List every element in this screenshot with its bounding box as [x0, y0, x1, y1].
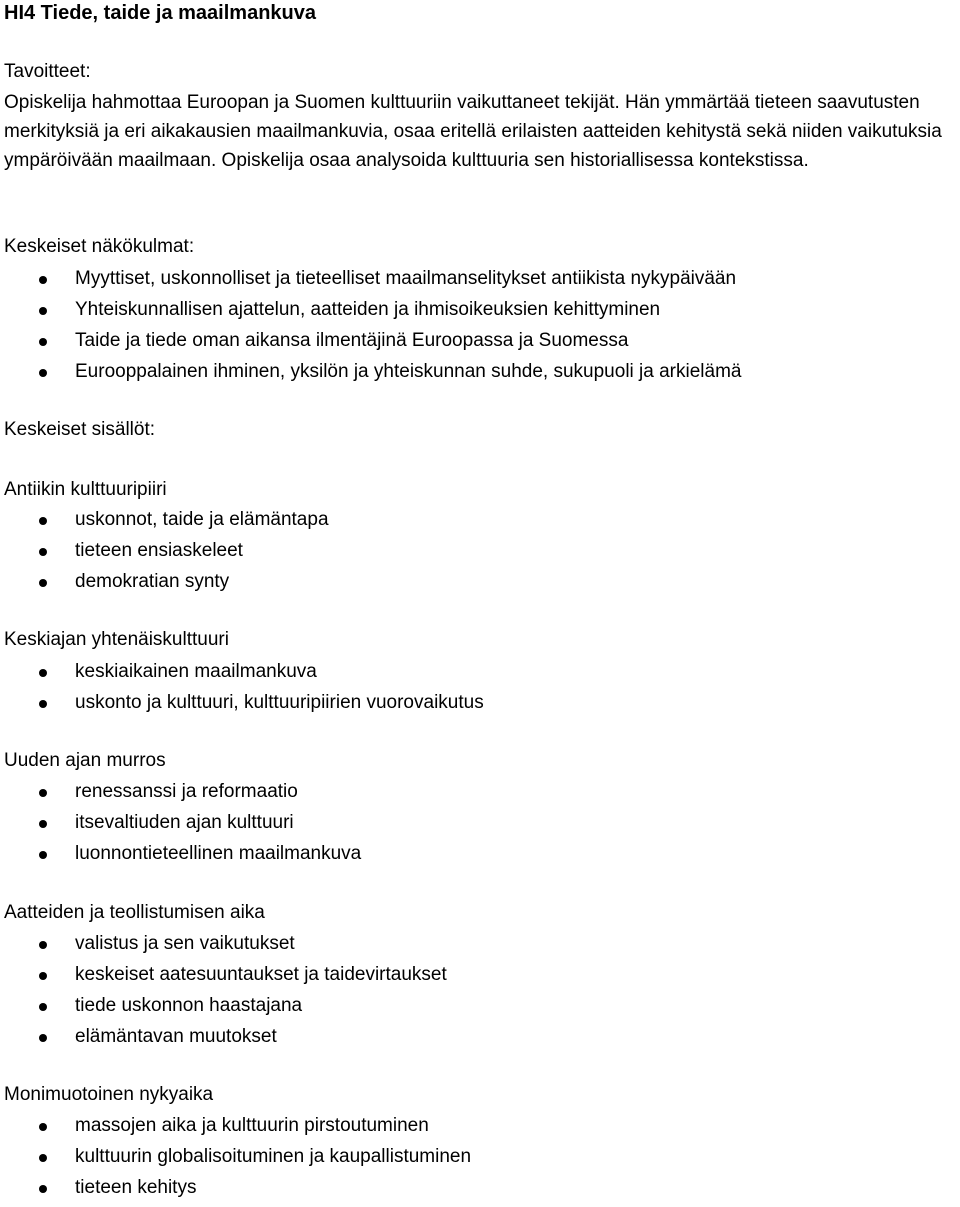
- bullet-icon: [39, 941, 47, 949]
- section-list-modern-era: [4, 780, 361, 873]
- objectives-text-b: Opiskelija osaa analysoida kulttuuria sen historiallisessa kontekstissa.: [216, 150, 809, 171]
- list-item: Yhteiskunnallisen ajattelun, aatteiden ja ihmisoikeuksien kehittyminen: [4, 298, 741, 329]
- list-item: demokratian synty: [4, 570, 329, 601]
- section-list-ideologies: [4, 932, 447, 1056]
- list-item: keskeiset aatesuuntaukset ja taidevirtaukset: [4, 963, 447, 994]
- section-list-antiquity: [4, 508, 329, 601]
- section-title-contemporary: Monimuotoinen nykyaika: [4, 1084, 214, 1105]
- perspectives-list: [4, 267, 741, 391]
- list-item: tiede uskonnon haastajana: [4, 994, 447, 1025]
- bullet-icon: [39, 369, 47, 377]
- section-title-ideologies: Aatteiden ja teollistumisen aika: [4, 902, 265, 923]
- section-title-modern-era: Uuden ajan murros: [4, 750, 166, 771]
- perspectives-heading: Keskeiset näkökulmat:: [4, 236, 195, 257]
- bullet-icon: [39, 700, 47, 708]
- bullet-icon: [39, 1154, 47, 1162]
- list-item: elämäntavan muutokset: [4, 1025, 447, 1056]
- list-item: Eurooppalainen ihminen, yksilön ja yhteiskunnan suhde, sukupuoli ja arkielämä: [4, 360, 741, 391]
- list-item: valistus ja sen vaikutukset: [4, 932, 447, 963]
- list-item: massojen aika ja kulttuurin pirstoutuminen: [4, 1114, 471, 1145]
- bullet-icon: [39, 1123, 47, 1131]
- bullet-icon: [39, 307, 47, 315]
- objectives-label: Tavoitteet:: [4, 61, 91, 82]
- bullet-icon: [39, 1034, 47, 1042]
- section-list-middle-ages: [4, 660, 484, 722]
- list-item: luonnontieteellinen maailmankuva: [4, 842, 361, 873]
- bullet-icon: [39, 579, 47, 587]
- bullet-icon: [39, 851, 47, 859]
- list-item: Taide ja tiede oman aikansa ilmentäjinä Euroopassa ja Suomessa: [4, 329, 741, 360]
- list-item: tieteen kehitys: [4, 1176, 471, 1207]
- objectives-text-a: Opiskelija hahmottaa Euroopan ja Suomen kulttuuriin vaikuttaneet tekijät. Hän ymmärtää tieteen saavutusten merkityksiä ja eri aikakausien maailmankuvia, osaa eritellä erilaisten aatteiden kehitystä sekä niiden vaikutuksia ympäröivään maailmaan.: [4, 92, 942, 171]
- bullet-icon: [39, 338, 47, 346]
- section-list-contemporary: [4, 1114, 471, 1207]
- bullet-icon: [39, 789, 47, 797]
- page-title: HI4 Tiede, taide ja maailmankuva: [4, 2, 316, 24]
- bullet-icon: [39, 820, 47, 828]
- list-item: itsevaltiuden ajan kulttuuri: [4, 811, 361, 842]
- bullet-icon: [39, 517, 47, 525]
- list-item: uskonto ja kulttuuri, kulttuuripiirien vuorovaikutus: [4, 691, 484, 722]
- section-title-antiquity: Antiikin kulttuuripiiri: [4, 479, 167, 500]
- bullet-icon: [39, 276, 47, 284]
- bullet-icon: [39, 1185, 47, 1193]
- bullet-icon: [39, 1003, 47, 1011]
- list-item: tieteen ensiaskeleet: [4, 539, 329, 570]
- list-item: kulttuurin globalisoituminen ja kaupallistuminen: [4, 1145, 471, 1176]
- bullet-icon: [39, 972, 47, 980]
- list-item: Myyttiset, uskonnolliset ja tieteelliset maailmanselitykset antiikista nykypäivään: [4, 267, 741, 298]
- bullet-icon: [39, 548, 47, 556]
- contents-heading: Keskeiset sisällöt:: [4, 419, 156, 440]
- list-item: keskiaikainen maailmankuva: [4, 660, 484, 691]
- list-item: renessanssi ja reformaatio: [4, 780, 361, 811]
- list-item: uskonnot, taide ja elämäntapa: [4, 508, 329, 539]
- objectives-text: [4, 88, 956, 175]
- section-title-middle-ages: Keskiajan yhtenäiskulttuuri: [4, 629, 229, 650]
- bullet-icon: [39, 669, 47, 677]
